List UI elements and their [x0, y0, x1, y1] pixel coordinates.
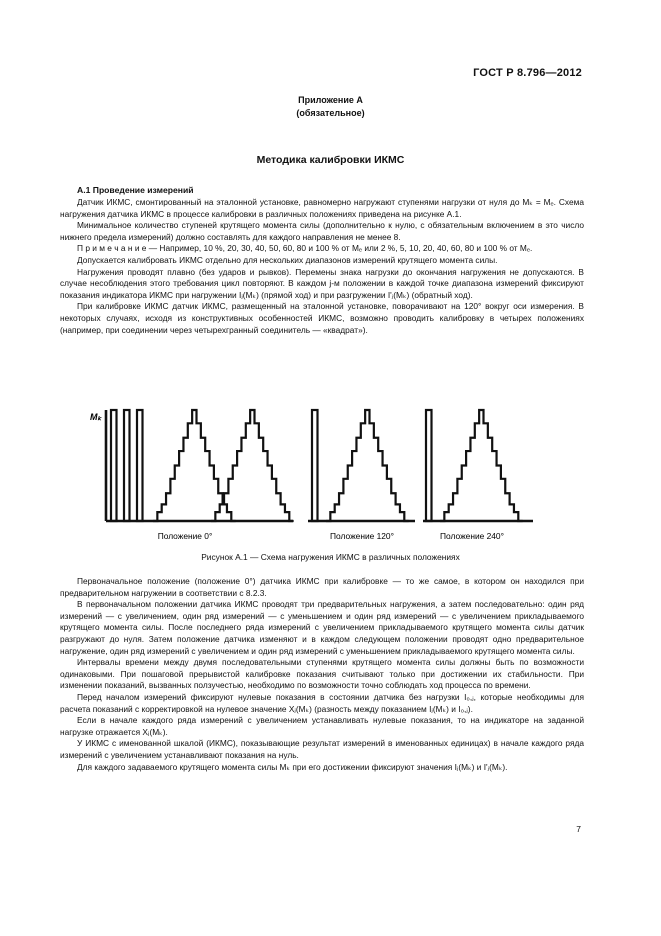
figure-caption: Рисунок А.1 — Схема нагружения ИКМС в различных положениях: [201, 552, 460, 562]
page-number: 7: [576, 824, 581, 834]
preload-pulse-120deg-0: [312, 410, 318, 521]
paragraph: У ИКМС с именованной шкалой (ИКМС), показывающие результат измерений в именованных единицах) в начале каждого ряда измерений с увеличением устанавливают показания на нуль.: [60, 738, 584, 760]
paragraph: Для каждого задаваемого крутящего момента силы Mₖ при его достижении фиксируют значения Iⱼ(Mₖ) и I'ⱼ(Mₖ).: [77, 761, 508, 772]
preload-pulse-240deg-0: [426, 410, 432, 521]
y-axis-label: Mₖ: [90, 412, 102, 422]
preload-pulse-0deg-1: [124, 410, 130, 521]
loading-cycle-240deg: [440, 410, 523, 521]
preload-pulse-0deg-2: [137, 410, 143, 521]
preload-pulse-0deg-0: [111, 410, 117, 521]
loading-scheme-chart: [90, 404, 555, 546]
paragraph: Датчик ИКМС, смонтированный на эталонной установке, равномерно нагружают ступенями нагрузки от нуля до Mₖ = Mₑ. Схема нагружения датчика ИКМС в процессе калибровки в различных положениях приведена на рисунке А.1.: [60, 197, 584, 219]
panel-label-0: Положение 0°: [157, 531, 213, 541]
standard-number: ГОСТ Р 8.796—2012: [473, 67, 582, 79]
paragraph: Интервалы времени между двумя последовательными ступенями крутящего момента силы должны быть по возможности одинаковыми. При пошаговой прерывистой калибровке показания считывают только при достижении их стабильности. При изменении показаний, вызванных ползучестью, необходимо по возможности точно соблюдать ход процесса по времени.: [60, 657, 584, 691]
paragraph: Перед началом измерений фиксируют нулевые показания в состоянии датчика без нагрузки I₀,ⱼ, которые необходимы для расчета показаний с корректировкой на нулевое значение Xⱼ(Mₖ) (разность между показанием Iⱼ(Mₖ) и I₀,ⱼ).: [60, 691, 584, 714]
document-title: Методика калибровки ИКМС: [256, 154, 405, 166]
panel-label-240: Положение 240°: [440, 531, 504, 541]
panel-label-120: Положение 120°: [330, 531, 394, 541]
paragraph: Допускается калибровать ИКМС отдельно для нескольких диапазонов измерений крутящего момента силы.: [77, 254, 498, 265]
section-heading: А.1 Проведение измерений: [77, 185, 194, 195]
paragraph: Нагружения проводят плавно (без ударов и рывков). Перемены знака нагрузки до окончания нагружения не допускаются. В случае несоблюдения этого требования цикл повторяют. В каждом j-м положении в каждой точке диапазона измерений фиксируют показания индикатора ИКМС при нагружении Iⱼ(Mₖ) (прямой ход) и при разгружении I'ⱼ(Mₖ) (обратный ход).: [60, 266, 584, 300]
loading-cycle-120deg: [326, 410, 409, 521]
appendix-title: Приложение А: [298, 95, 363, 105]
paragraph: Минимальное количество ступеней крутящего момента силы (дополнительно к нулю, с обязательным включением в это число нижнего предела измерений) должно составлять для каждого направления не менее 8.: [60, 220, 584, 242]
note: П р и м е ч а н и е — Например, 10 %, 20, 30, 40, 50, 60, 80 и 100 % от Mₑ или 2 %, 5, 10, 20, 40, 60, 80 и 100 % от Mₑ.: [77, 243, 533, 254]
paragraph: При калибровке ИКМС датчик ИКМС, размещенный на эталонной установке, поворачивают на 120° вокруг оси измерения. В некоторых случаях, исходя из конструктивных особенностей ИКМС, возможно проводить калибровку в четырех положениях (например, при соединении через четырехгранный соединитель — «квадрат»).: [60, 301, 584, 335]
text-block-1: [60, 197, 584, 336]
loading-cycle-0deg-2: [211, 410, 294, 521]
paragraph: В первоначальном положении датчика ИКМС проводят три предварительных нагружения, а затем последовательно: один ряд измерений — с увеличением, один ряд измерений — с уменьшением и один ряд измерений — с увеличением прикладываемого крутящего момента силы. После последнего ряда измерений с увеличением прикладываемого крутящего момента силы датчик разгружают до нуля. Затем положение датчика изменяют и в каждом следующем положении проводят одно предварительное нагружение, один ряд измерений с увеличением и один ряд измерений с уменьшением прикладываемого крутящего момента силы.: [60, 599, 584, 656]
appendix-subtitle: (обязательное): [296, 108, 365, 118]
paragraph: Первоначальное положение (положение 0°) датчика ИКМС при калибровке — то же самое, в котором он находился при предварительном нагружении в соответствии с 8.2.3.: [60, 576, 584, 598]
chart-plot-area: [106, 410, 533, 521]
paragraph: Если в начале каждого ряда измерений с увеличением устанавливать нулевые показания, то на индикаторе на заданной нагрузке отражается Xⱼ(Mₖ).: [60, 715, 584, 737]
text-block-2: [60, 576, 584, 773]
